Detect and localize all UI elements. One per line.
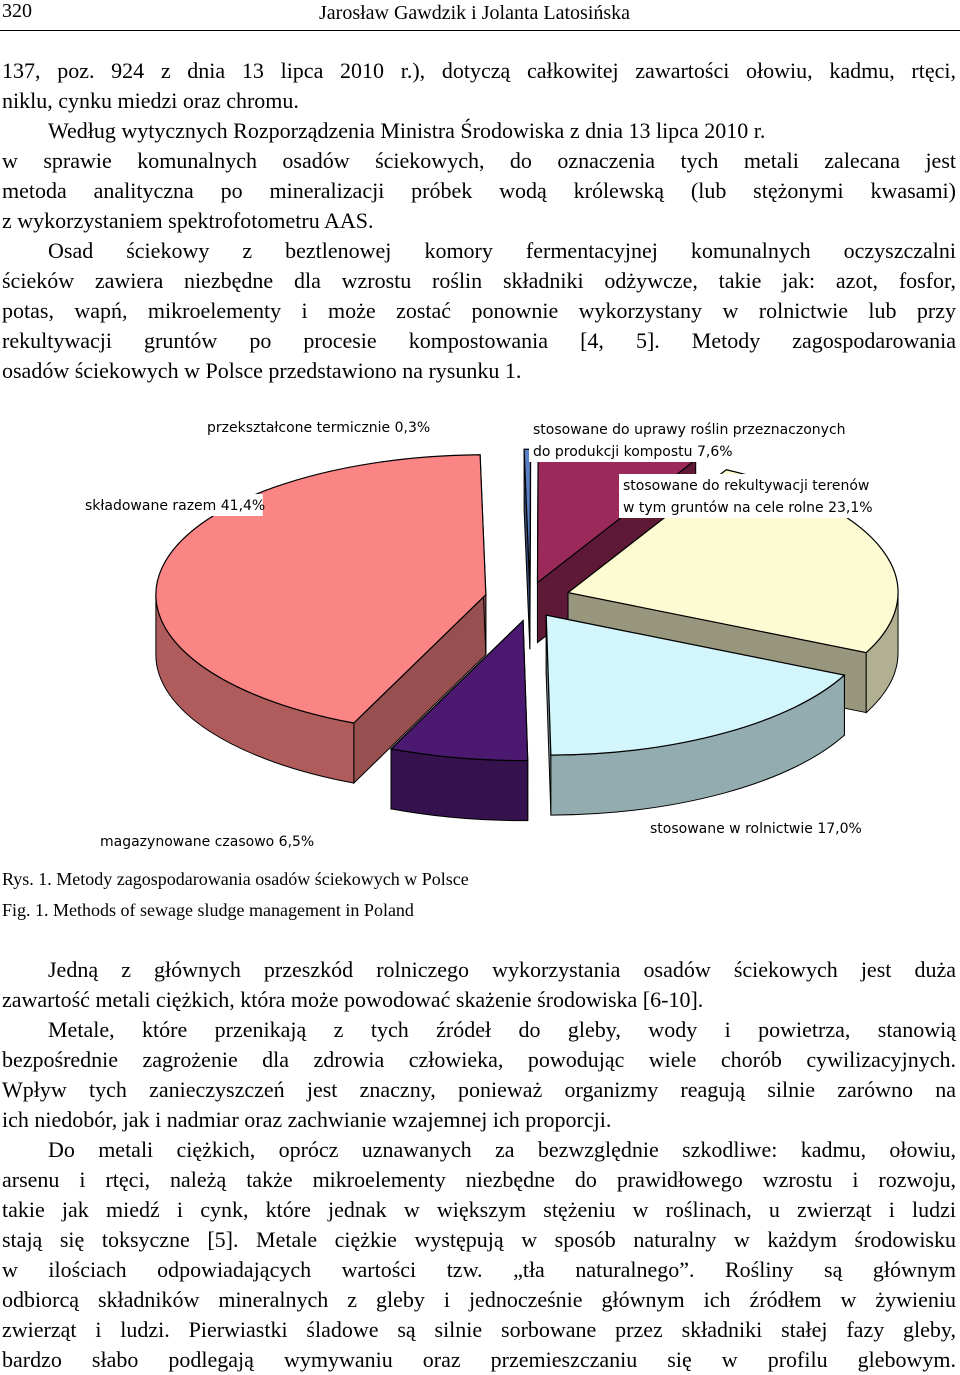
pie-slice-label: przekształcone termicznie 0,3%: [207, 420, 431, 436]
text-line: Metale, które przenikają z tych źródeł do gleby, wody i powietrza, stanowią: [48, 1017, 956, 1042]
text-line: rekultywacji gruntów po procesie kompostowania [4, 5]. Metody zagospodarowania: [2, 328, 956, 353]
pie-slice-label: do produkcji kompostu 7,6%: [533, 444, 733, 460]
text-line: Osad ściekowy z beztlenowej komory fermentacyjnej komunalnych oczyszczalni: [48, 238, 956, 263]
figure-caption-pl: Rys. 1. Metody zagospodarowania osadów ściekowych w Polsce: [2, 869, 469, 889]
text-line: w sprawie komunalnych osadów ściekowych, do oznaczenia tych metali zalecana jest: [2, 148, 956, 173]
text-line: z wykorzystaniem spektrofotometru AAS.: [2, 208, 374, 233]
text-line: arsenu i rtęci, należą także mikroelementy niezbędne do prawidłowego wzrostu i rozwoju,: [2, 1167, 956, 1192]
text-line: zwierząt i ludzi. Pierwiastki śladowe są silnie sorbowane przez składniki stałej fazy gleby,: [2, 1317, 956, 1342]
text-line: ścieków zawiera niezbędne dla wzrostu roślin składniki odżywcze, takie jak: azot, fosfor,: [2, 268, 956, 293]
text-line: w ilościach odpowiadających wartości tzw. „tła naturalnego”. Rośliny są głównym: [2, 1257, 956, 1282]
text-line: stają się toksyczne [5]. Metale ciężkie występują w sposób naturalny w każdym środowisku: [2, 1227, 956, 1252]
text-line: potas, wapń, mikroelementy i może zostać ponownie wykorzystany w rolnictwie lub przy: [2, 298, 956, 323]
text-line: ich niedobór, jak i nadmiar oraz zachwianie wzajemnej ich proporcji.: [2, 1107, 612, 1132]
text-line: takie jak miedź i cynk, które jednak w większym stężeniu w roślinach, u zwierząt i ludzi: [2, 1197, 956, 1222]
paragraph: [2, 236, 956, 386]
body-text-bottom: [2, 955, 956, 1375]
paragraph: [2, 955, 956, 1015]
figure-caption-en: Fig. 1. Methods of sewage sludge management in Poland: [2, 900, 414, 920]
pie-slice: [524, 449, 530, 649]
text-line: Do metali ciężkich, oprócz uznawanych za bezwzględnie szkodliwe: kadmu, ołowiu,: [48, 1137, 956, 1162]
text-line: odbiorcą składników mineralnych z gleby i jednocześnie głównym ich źródłem w żywieniu: [2, 1287, 956, 1312]
text-line: Wpływ tych zanieczyszczeń jest znaczny, ponieważ organizmy reagują silnie zarówno na: [2, 1077, 956, 1102]
pie-slice-label: w tym gruntów na cele rolne 23,1%: [623, 500, 873, 516]
pie-slice-label: magazynowane czasowo 6,5%: [100, 834, 315, 850]
pie-slice-label: stosowane w rolnictwie 17,0%: [650, 821, 862, 837]
text-line: Jedną z głównych przeszkód rolniczego wykorzystania osadów ściekowych jest duża: [48, 957, 956, 982]
page-number: 320: [2, 0, 32, 22]
paragraph: [2, 56, 956, 116]
text-line: metoda analityczna po mineralizacji próbek wodą królewską (lub stężonymi kwasami): [2, 178, 956, 203]
pie-slice-label: składowane razem 41,4%: [85, 498, 266, 514]
text-line: niklu, cynku miedzi oraz chromu.: [2, 88, 299, 113]
text-line: osadów ściekowych w Polsce przedstawiono na rysunku 1.: [2, 358, 522, 383]
text-line: zawartość metali ciężkich, która może powodować skażenie środowiska [6-10].: [2, 987, 704, 1012]
pie-slice-label: stosowane do rekultywacji terenów: [623, 478, 870, 494]
text-line: bezpośrednie zagrożenie dla zdrowia człowieka, powodując wiele chorób cywilizacyjnych.: [2, 1047, 956, 1072]
paragraph: [2, 116, 956, 236]
text-line: bardzo słabo podlegają wymywaniu oraz przemieszczaniu się w profilu glebowym.: [2, 1347, 956, 1372]
running-title: Jarosław Gawdzik i Jolanta Latosińska: [319, 2, 631, 24]
text-line: Według wytycznych Rozporządzenia Ministra Środowiska z dnia 13 lipca 2010 r.: [48, 118, 766, 143]
pie-slice-label: stosowane do uprawy roślin przeznaczonych: [533, 422, 846, 438]
figure-pie-chart: [75, 410, 935, 855]
pie-chart: [75, 410, 935, 855]
text-line: 137, poz. 924 z dnia 13 lipca 2010 r.), dotyczą całkowitej zawartości ołowiu, kadmu, rtęci,: [2, 58, 956, 83]
page-header: [0, 0, 960, 31]
paragraph: [2, 1135, 956, 1375]
body-text-top: [2, 56, 956, 386]
paragraph: [2, 1015, 956, 1135]
